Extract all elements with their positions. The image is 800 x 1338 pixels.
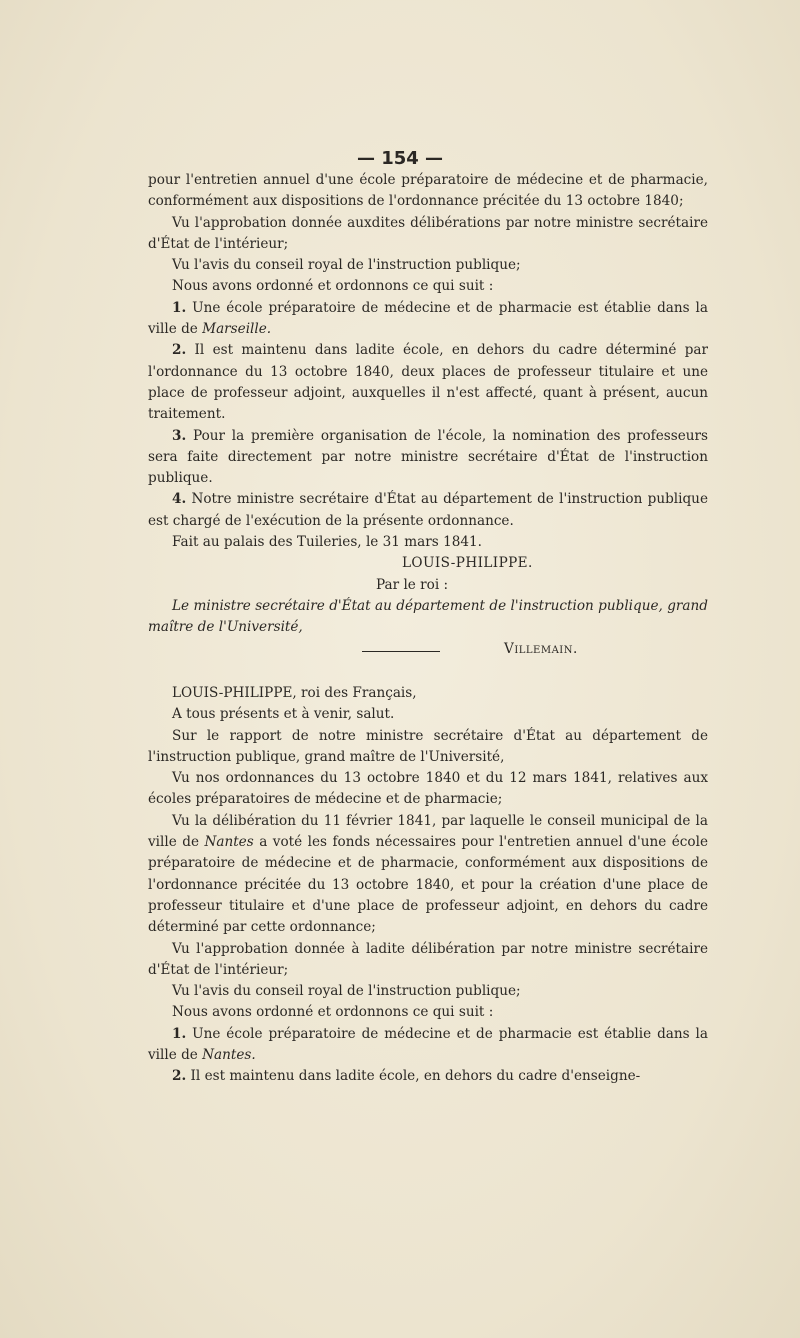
- article-2: [148, 1066, 708, 1087]
- text-run: a voté les fonds nécessaires pour l'entretien annuel d'une école préparatoire de médecine et de pharmacie, conformément aux dispositions de l'ordonnance précitée du 13 octobre 1840, et pour la création d'une place de professeur titulaire et d'une place de professeur adjoint, en dehors du cadre déterminé par cette ordonnance;: [148, 834, 708, 936]
- article-number: 4.: [172, 491, 187, 508]
- page-number: — 154 —: [356, 148, 444, 169]
- paragraph: Vu l'approbation donnée auxdites délibérations par notre ministre secrétaire d'État de l'intérieur;: [148, 214, 708, 252]
- city-name: Marseille.: [202, 321, 272, 338]
- article-number: 2.: [172, 1068, 187, 1085]
- article-1: [148, 298, 708, 341]
- article-number: 3.: [172, 427, 187, 444]
- article-text: Pour la première organisation de l'école, la nomination des professeurs sera faite directement par notre ministre secrétaire d'État de l'instruction publique.: [148, 427, 708, 487]
- minister-title: Le ministre secrétaire d'État au département de l'instruction publique, grand maître de l'Université,: [148, 597, 708, 636]
- city-name: Nantes.: [202, 1047, 256, 1064]
- minister-signature: Villemain.: [504, 640, 578, 657]
- article-2: [148, 340, 708, 425]
- paragraph: Vu nos ordonnances du 13 octobre 1840 et du 12 mars 1841, relatives aux écoles préparatoires de médecine et de pharmacie;: [148, 770, 708, 808]
- paragraph: Vu l'approbation donnée à ladite délibération par notre ministre secrétaire d'État de l'intérieur;: [148, 940, 708, 978]
- king-signature: LOUIS-PHILIPPE.: [402, 555, 533, 572]
- article-text: Il est maintenu dans ladite école, en dehors du cadre déterminé par l'ordonnance du 13 octobre 1840, deux places de professeur titulaire et une place de professeur adjoint, auxquelles il n'est affecté, quant à présent, aucun traitement.: [148, 342, 708, 423]
- preamble-king: LOUIS-PHILIPPE, roi des Français,: [172, 685, 417, 701]
- ordinance-nantes: [148, 683, 708, 1088]
- given-at: Fait au palais des Tuileries, le 31 mars 1841.: [172, 534, 482, 551]
- article-number: 1.: [172, 1025, 187, 1042]
- article-number: 1.: [172, 299, 187, 316]
- par-le-roi: Par le roi :: [376, 576, 449, 593]
- article-1: [148, 1024, 708, 1067]
- article-text: Notre ministre secrétaire d'État au département de l'instruction publique est chargé de l'exécution de la présente ordonnance.: [148, 491, 708, 529]
- city-name: Nantes: [204, 834, 254, 851]
- article-4: [148, 489, 708, 532]
- article-text: Une école préparatoire de médecine et de pharmacie est établie dans la ville de: [148, 1025, 708, 1064]
- paragraph: Nous avons ordonné et ordonnons ce qui suit :: [172, 278, 494, 295]
- paragraph: [148, 811, 708, 939]
- paragraph: Vu l'avis du conseil royal de l'instruction publique;: [172, 257, 521, 274]
- article-3: [148, 426, 708, 490]
- text-run: Vu la délibération du 11 février 1841, par laquelle le conseil municipal de la ville de: [148, 812, 708, 851]
- ordinance-marseille: [148, 170, 708, 660]
- article-number: 2.: [172, 342, 187, 359]
- paragraph: Nous avons ordonné et ordonnons ce qui suit :: [172, 1004, 494, 1021]
- article-text: Une école préparatoire de médecine et de pharmacie est établie dans la ville de: [148, 299, 708, 338]
- paragraph: Vu l'avis du conseil royal de l'instruction publique;: [172, 983, 521, 1000]
- section-divider: [362, 651, 440, 652]
- paragraph: Sur le rapport de notre ministre secrétaire d'État au département de l'instruction publique, grand maître de l'Université,: [148, 727, 708, 765]
- paragraph: A tous présents et à venir, salut.: [172, 706, 395, 723]
- paragraph: pour l'entretien annuel d'une école préparatoire de médecine et de pharmacie, conformément aux dispositions de l'ordonnance précitée du 13 octobre 1840;: [148, 172, 708, 210]
- article-text: Il est maintenu dans ladite école, en dehors du cadre d'enseigne-: [186, 1068, 641, 1085]
